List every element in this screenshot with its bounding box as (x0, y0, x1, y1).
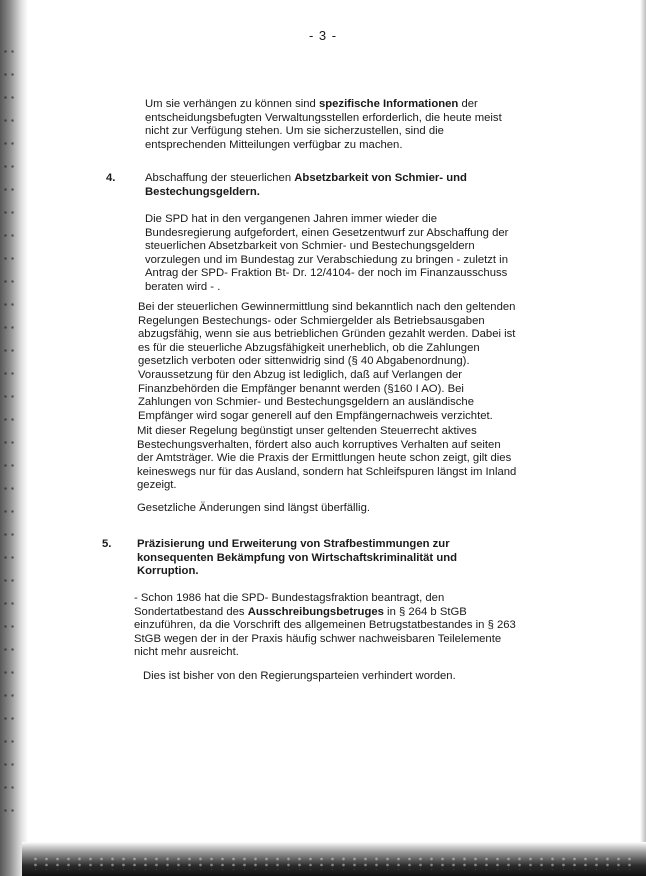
scan-edge-right (640, 0, 646, 876)
intro-paragraph (145, 98, 505, 152)
section-5-text-pre: - Schon 1986 hat die SPD- Bundestagsfraktion beantragt, den Sondertatbestand des (134, 592, 445, 618)
intro-text-bold: spezifische Informationen (318, 98, 459, 110)
section-5-paragraph-1 (134, 592, 522, 660)
section-4-paragraph-3: Mit dieser Regelung begünstigt unser geltenden Steuerrecht aktives Bestechungsverhalten, fördert also auch korruptives Verhalten auf seiten der Amtsträger. Wie die Praxis der Ermittlungen heute schon zeigt, gilt dies keineswegs nur für das Ausland, sondern hat Schleifspuren längst im Inland gezeigt. (137, 425, 517, 492)
section-4-paragraph-2: Bei der steuerlichen Gewinnermittlung sind bekanntlich nach den geltenden Regelungen Bestechungs- oder Schmiergelder als Betriebsausgaben abzugsfähig, wenn sie aus betrieblichen Gründen gezahlt werden. Dabei ist es für die steuerliche Abzugsfähigkeit unerheblich, ob die Zahlungen gesetzlich verboten oder sittenwidrig sind (§ 40 Abgabenordnung). Voraussetzung für den Abzug ist lediglich, daß auf Verlangen der Finanzbehörden die Empfänger benannt werden (§160 I AO). Bei Zahlungen von Schmier- und Bestechungsgeldern an ausländische Empfänger wird sogar generell auf den Empfängernachweis verzichtet. (138, 301, 516, 422)
section-4-number: 4. (106, 172, 116, 184)
scan-noise-left (2, 40, 16, 820)
section-4-paragraph-4: Gesetzliche Änderungen sind längst überfällig. (137, 502, 370, 514)
section-5-heading: Präzisierung und Erweiterung von Strafbestimmungen zur konsequenten Bekämpfung von Wirtschaftskriminalität und Korruption. (137, 538, 458, 578)
intro-text-post: der entscheidungsbefugten Verwaltungsstellen erforderlich, die heute meist nicht zur Verfügung stehen. Um sie sicherzustellen, sind die entsprechenden Mitteilungen verfügbar zu machen. (145, 98, 502, 151)
intro-text-pre: Um sie verhängen zu können sind (145, 98, 319, 110)
page-number: - 3 - (308, 28, 338, 43)
section-5-paragraph-2: Dies ist bisher von den Regierungsparteien verhindert worden. (143, 670, 456, 682)
section-5-text-bold: Ausschreibungsbetruges (247, 605, 384, 618)
section-4-heading-pre: Abschaffung der steuerlichen (145, 172, 295, 184)
section-5-number: 5. (102, 538, 112, 550)
section-4-heading-bold: Absetzbarkeit von Schmier- und Bestechungsgeldern. (145, 172, 467, 198)
scan-noise-bottom (30, 856, 636, 870)
section-5-text-post: in § 264 b StGB einzuführen, da die Vorschrift des allgemeinen Betrugstatbestandes in § 263 StGB wegen der in der Praxis häufig schwer nachweisbaren Teilelemente nicht mehr ausreicht. (134, 605, 516, 659)
section-4-heading (145, 172, 475, 199)
section-4-paragraph-1: Die SPD hat in den vergangenen Jahren immer wieder die Bundesregierung aufgefordert, einen Gesetzentwurf zur Abschaffung der steuerlichen Absetzbarkeit von Schmier- und Bestechungsgeldern vorzulegen und im Bundestag zur Verabschiedung zu bringen - zuletzt in Antrag der SPD- Fraktion Bt- Dr. 12/4104- der noch im Finanzausschuss beraten wird - . (145, 213, 509, 293)
